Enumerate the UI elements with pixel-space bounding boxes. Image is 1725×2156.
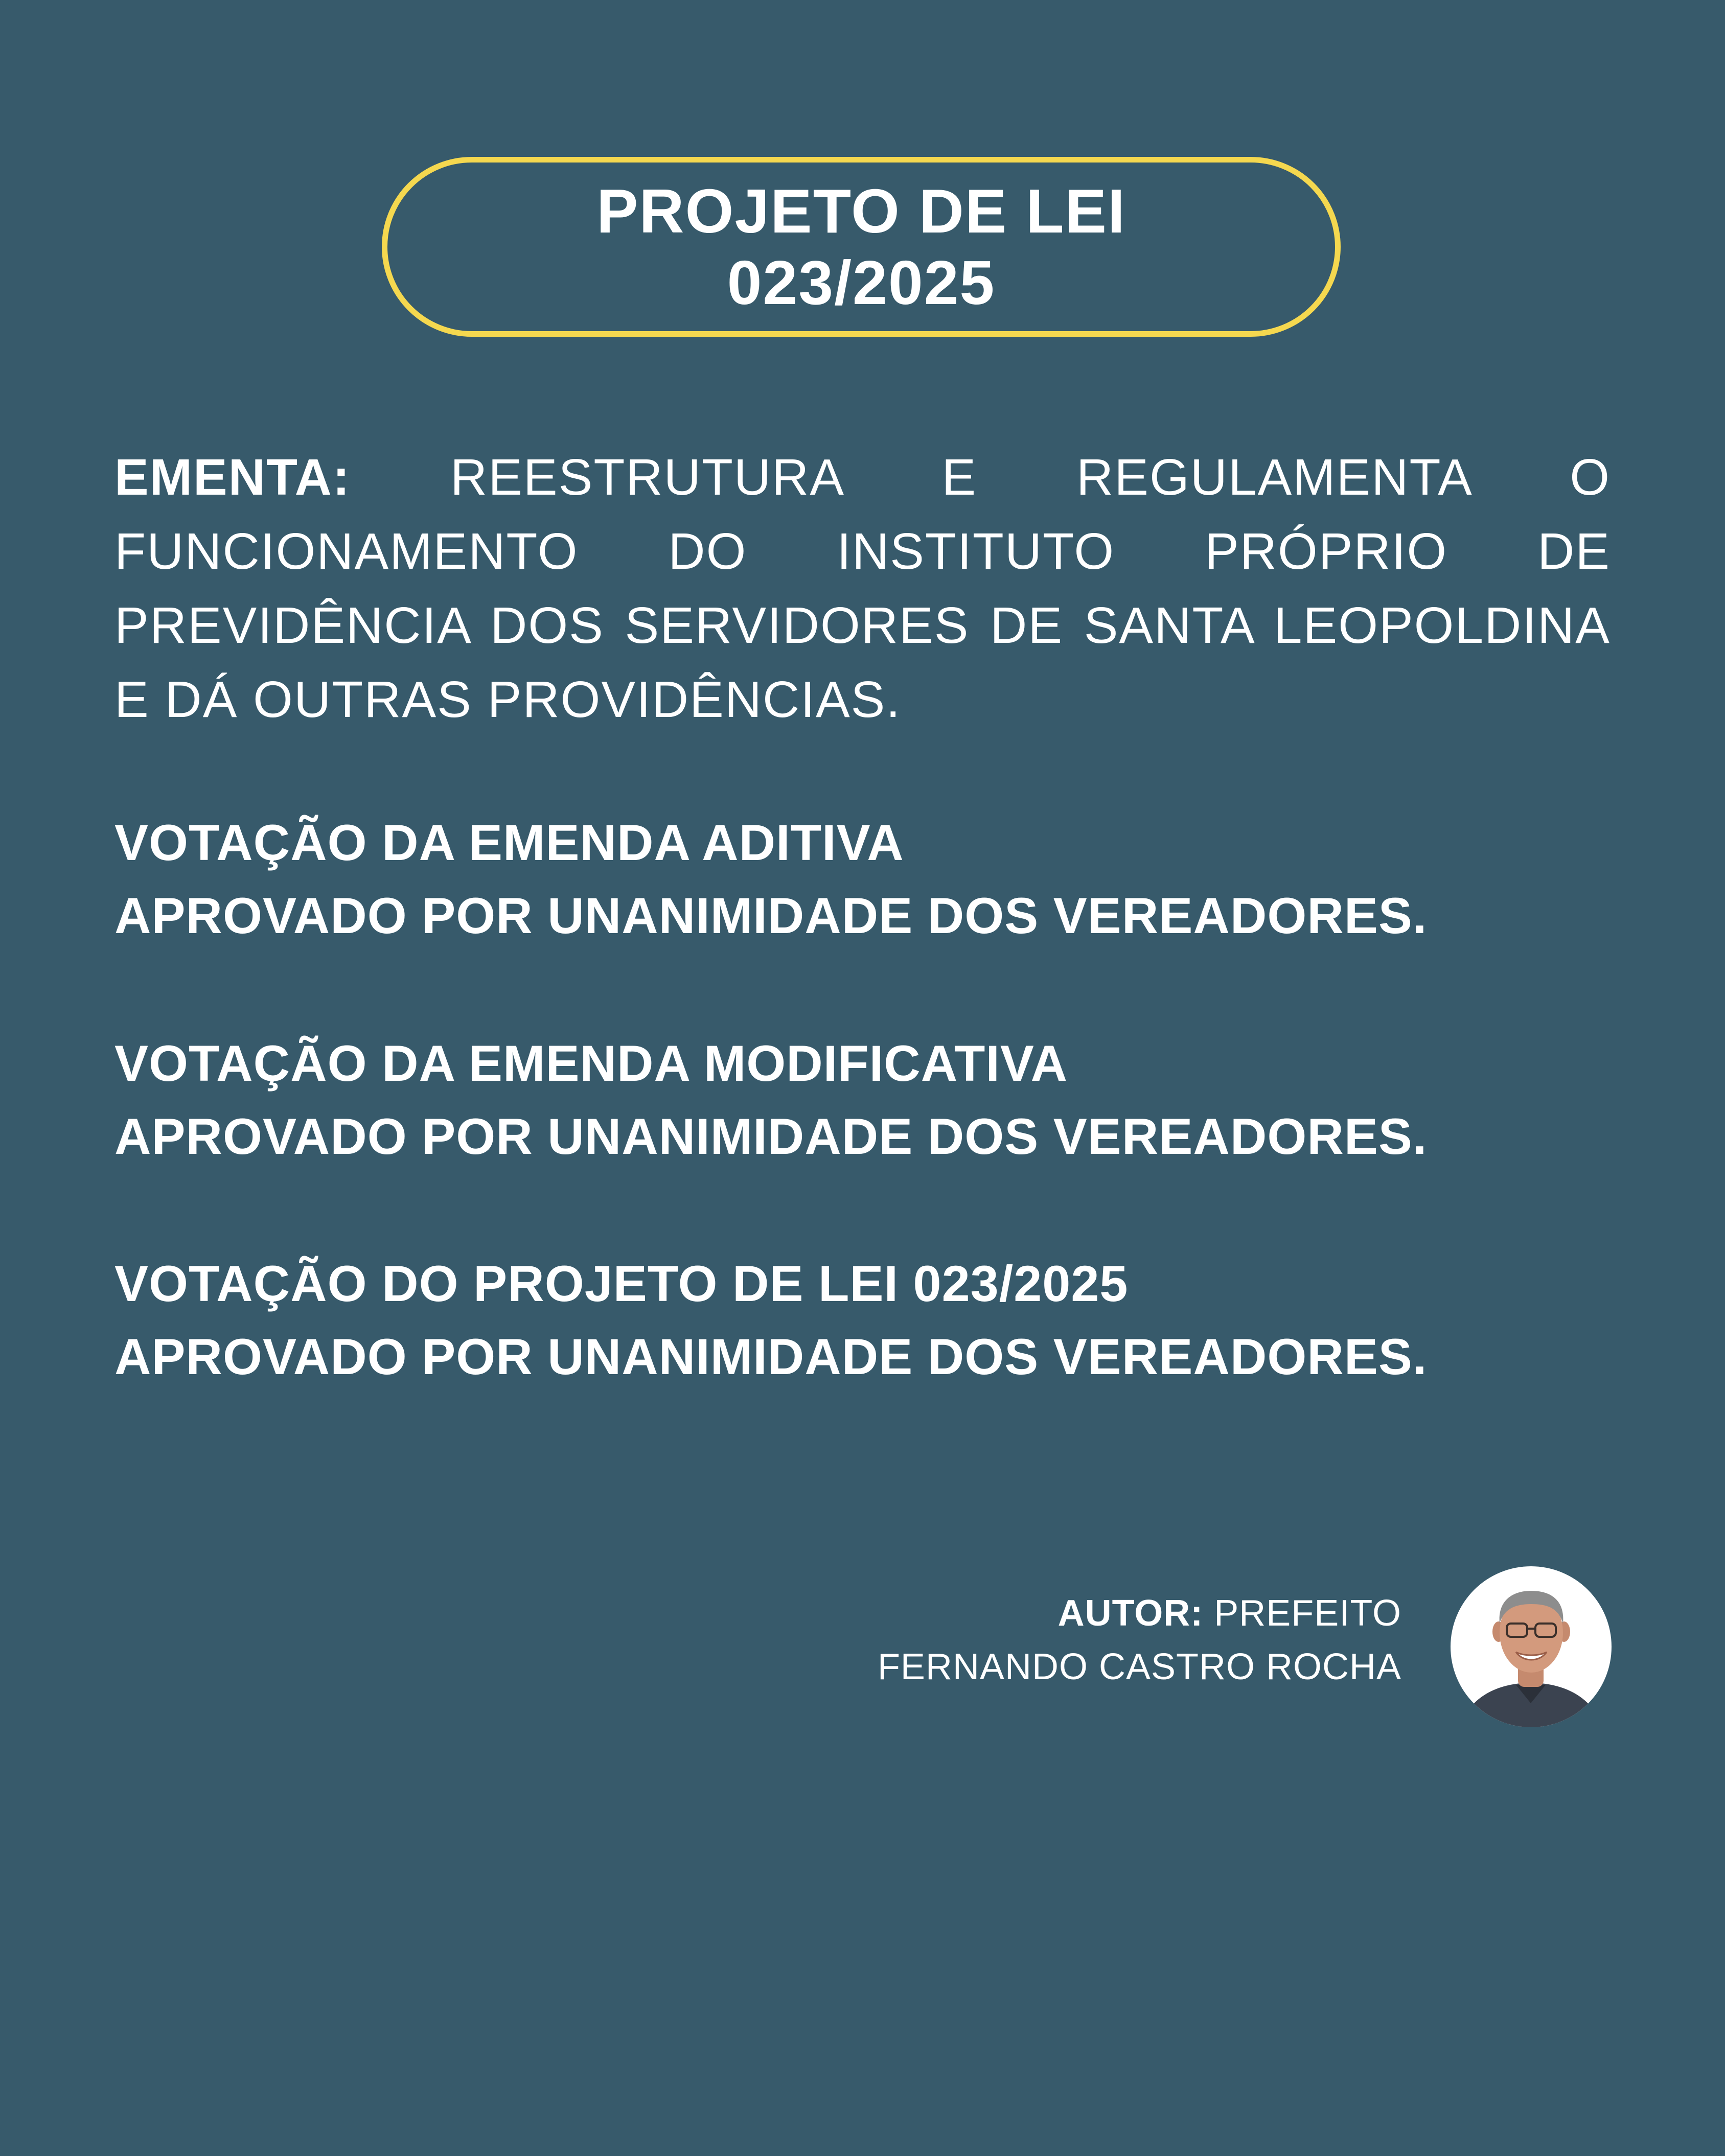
author-label: AUTOR: [1057, 1593, 1204, 1634]
vote-result: APROVADO POR UNANIMIDADE DOS VEREADORES. [114, 1328, 1428, 1385]
author-name: FERNANDO CASTRO ROCHA [877, 1647, 1401, 1687]
vote-result: APROVADO POR UNANIMIDADE DOS VEREADORES. [114, 1108, 1428, 1165]
vote-block-projeto [114, 1247, 1611, 1393]
vote-block-aditiva [114, 806, 1611, 952]
author-role-line [878, 1587, 1401, 1640]
vote-result: APROVADO POR UNANIMIDADE DOS VEREADORES. [114, 887, 1428, 944]
author-avatar [1451, 1566, 1612, 1727]
author-role: PREFEITO [1214, 1593, 1401, 1634]
vote-heading: VOTAÇÃO DA EMENDA ADITIVA [114, 814, 904, 871]
ementa-label: EMENTA: [114, 449, 351, 506]
vote-block-modificativa [114, 1027, 1611, 1173]
ementa-text: REESTRUTURA E REGULAMENTA O FUNCIONAMENTO DO INSTITUTO PRÓPRIO DE PREVIDÊNCIA DOS SERVIDORES DE SANTA LEOPOLDINA E DÁ OUTRAS PROVIDÊNCIAS. [114, 449, 1611, 728]
vote-heading: VOTAÇÃO DO PROJETO DE LEI 023/2025 [114, 1255, 1129, 1312]
vote-heading: VOTAÇÃO DA EMENDA MODIFICATIVA [114, 1035, 1068, 1092]
ementa-paragraph [114, 441, 1611, 737]
title-badge [382, 157, 1341, 337]
author-portrait-icon [1451, 1566, 1612, 1727]
title-line-1: PROJETO DE LEI [596, 176, 1126, 246]
author-credit [878, 1587, 1401, 1694]
title-line-2: 023/2025 [727, 248, 996, 317]
